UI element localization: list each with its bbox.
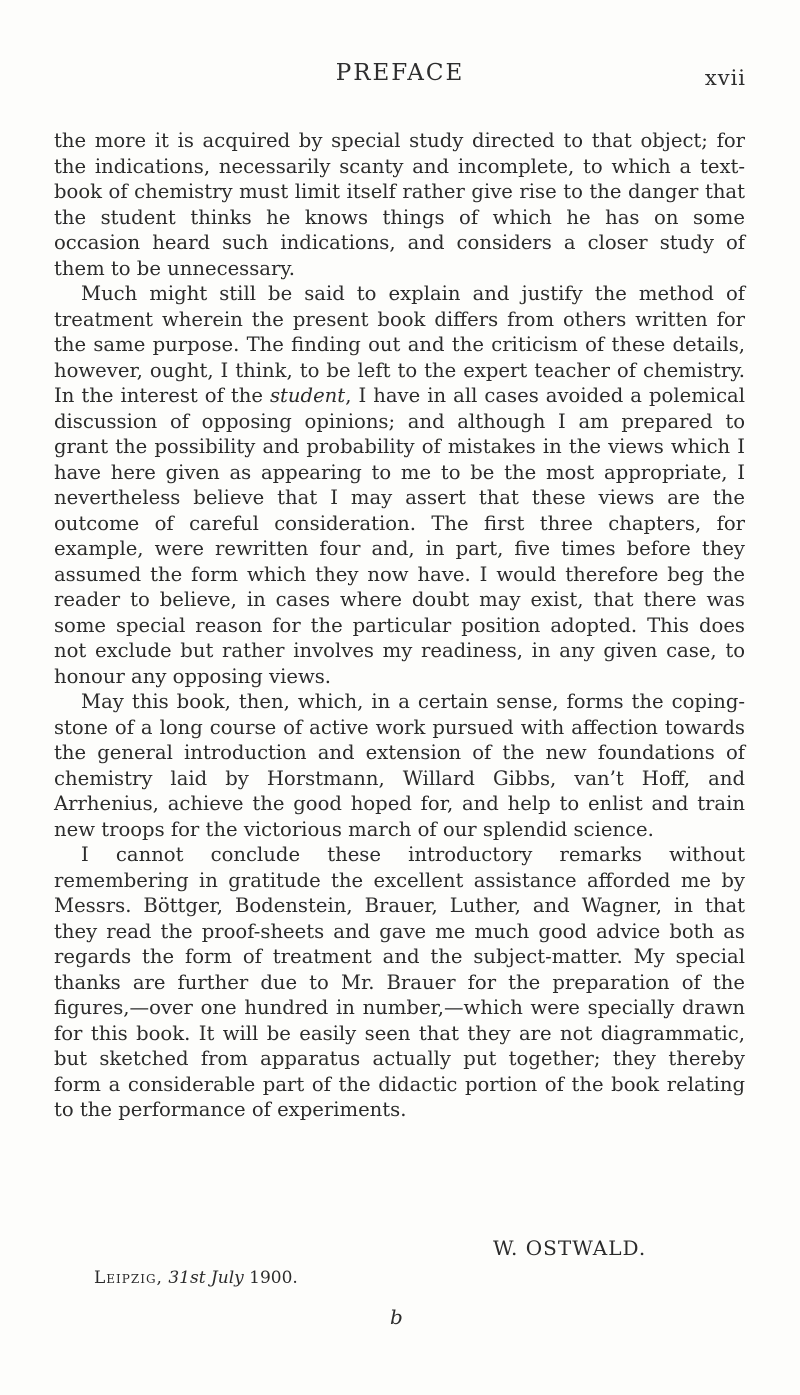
paragraph-1: the more it is acquired by special study directed to that object; for the indications, necessarily scanty and incomplete, to which a text-book of chemistry must limit itself rather give rise to the danger that the student thinks he knows things of which he has on some occasion heard such indications, and considers a closer study of them to be unnecessary. [54,129,745,280]
dateline-year: 1900. [249,1268,298,1288]
dateline-date: 31st July [168,1268,244,1288]
paragraph-3: May this book, then, which, in a certain sense, forms the coping-stone of a long course of active work pursued with affection towards the general introduction and extension of the new foundations of chemistry laid by Horstmann, Willard Gibbs, van’t Hoff, and Arrhenius, achieve the good hoped for, and help to enlist and train new troops for the victorious march of our splendid science. [54,690,745,841]
paragraph-2-text-b: , I have in all cases avoided a polemical discussion of opposing opinions; and although I am prepared to grant the possibility and probability of mistakes in the views which I have here given as appearing to me to be the most appropriate, I nevertheless believe that I may assert that these views are the outcome of careful consideration. The first three chapters, for example, were rewritten four and, in part, five times before they assumed the form which they now have. I would therefore beg the reader to believe, in cases where doubt may exist, that there was some special reason for the particular position adopted. This does not exclude but rather involves my readiness, in any given case, to honour any opposing views. [54,384,745,688]
paragraph-4: I cannot conclude these introductory remarks without remembering in gratitude the excellent assistance afforded me by Messrs. Böttger, Bodenstein, Brauer, Luther, and Wagner, in that they read the proof-sheets and gave me much good advice both as regards the form of treatment and the subject-matter. My special thanks are further due to Mr. Brauer for the preparation of the figures,—over one hundred in number,—which were specially drawn for this book. It will be easily seen that they are not diagrammatic, but sketched from apparatus actually put together; they thereby form a considerable part of the didactic portion of the book relating to the performance of experiments. [54,843,745,1121]
emphasis-student: student [270,384,346,407]
signature-mark: b [390,1305,403,1329]
paragraph-2 [54,281,745,689]
preface-body [54,128,745,1123]
page-title: PREFACE [335,60,465,86]
dateline [94,1268,298,1288]
paragraph-2-text-a: Much might still be said to explain and justify the method of treatment wherein the present book differs from others written for the same purpose. The finding out and the criticism of these details, however, ought, I think, to be left to the expert teacher of chemistry. In the interest of the [54,282,745,407]
page-number: xvii [704,66,746,90]
author-signature: W. OSTWALD. [493,1236,647,1260]
dateline-place: Leipzig, [94,1268,163,1288]
running-head [54,60,746,94]
